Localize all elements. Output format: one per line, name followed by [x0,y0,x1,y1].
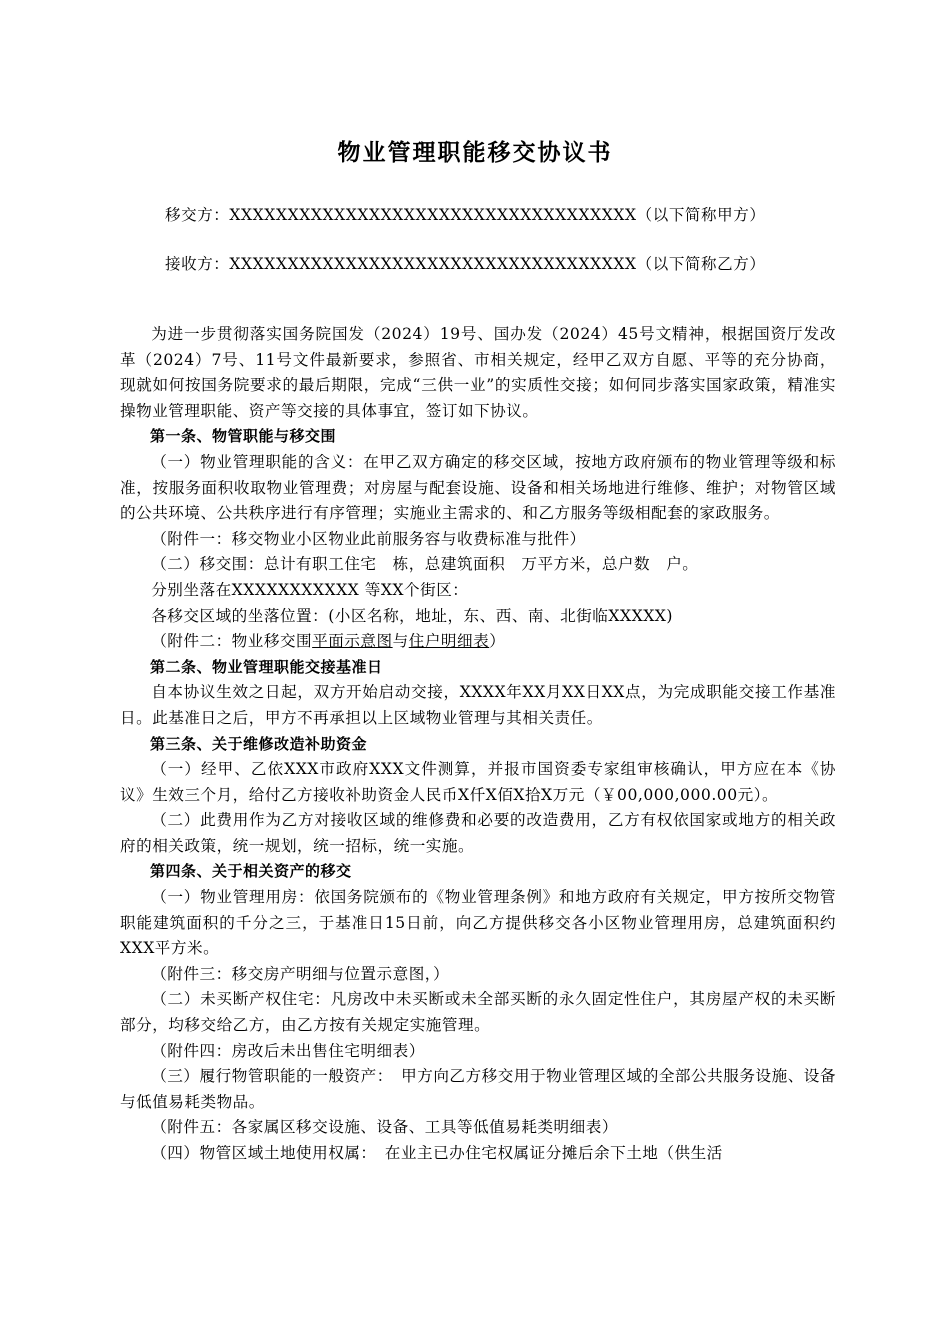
preamble-paragraph: 为进一步贯彻落实国务院国发（2024）19号、国办发（2024）45号文精神，根据国资厅发改革（2024）7号、11号文件最新要求，参照省、市相关规定，经甲乙双方自愿、平等的充分协商，现就如何按国务院要求的最后期限，完成“三供一业”的实质性交接；如何同步落实国家政策，精准实操物业管理职能、资产等交接的具体事宜，签订如下协议。 [120,325,836,420]
attachment-4-note: （附件四：房改后未出售住宅明细表） [151,1041,425,1060]
attachment-1-note: （附件一：移交物业小区物业此前服务容与收费标准与批件） [151,529,586,548]
article-3-paragraph-2: （二）此费用作为乙方对接收区域的维修费和必要的改造费用，乙方有权依国家或地方的相关政府的相关政策，统一规划，统一招标，统一实施。 [120,811,836,855]
attachment-2-text-a: （附件二：物业移交围 [151,632,313,651]
article-4-heading: 第四条、关于相关资产的移交 [150,862,352,881]
article-1-paragraph-3: 分别坐落在XXXXXXXXXXX 等XX个街区： [151,580,469,599]
attachment-2-text-c: 与 [392,632,409,651]
article-2-paragraph-1: 自本协议生效之日起，双方开始启动交接，XXXX年XX月XX日XX点，为完成职能交接工作基准日。此基准日之后，甲方不再承担以上区域物业管理与其相关责任。 [120,683,836,727]
document-title: 物业管理职能移交协议书 [337,140,613,166]
attachment-3-note: （附件三：移交房产明细与位置示意图，） [151,964,450,983]
article-1-heading: 第一条、物管职能与移交围 [150,427,337,446]
article-4-paragraph-3: （三）履行物管职能的一般资产： 甲方向乙方移交用于物业管理区域的全部公共服务设施、设备与低值易耗类物品。 [120,1067,836,1111]
article-2-heading: 第二条、物业管理职能交接基准日 [150,657,383,676]
article-4-paragraph-2: （二）未买断产权住宅：凡房改中未买断或未全部买断的永久固定性住户，其房屋产权的未买断部分，均移交给乙方，由乙方按有关规定实施管理。 [120,990,836,1035]
resident-list-link-text: 住户明细表 [408,632,490,651]
article-1-paragraph-1: （一）物业管理职能的含义：在甲乙双方确定的移交区域，按地方政府颁布的物业管理等级和标准，按服务面积收取物业管理费；对房屋与配套设施、设备和相关场地进行维修、维护；对物管区域的公共环境、公共秩序进行有序管理；实施业主需求的、和乙方服务等级相配套的家政服务。 [120,452,836,523]
document-body [120,322,836,1167]
article-4-paragraph-4: （四）物管区域土地使用权属： 在业主已办住宅权属证分摊后余下土地（供生活 [151,1144,723,1162]
article-1-paragraph-4: 各移交区域的坐落位置：(小区名称，地址，东、西、南、北街临XXXXX) [151,606,673,625]
article-4-paragraph-1: （一）物业管理用房：依国务院颁布的《物业管理条例》和地方政府有关规定，甲方按所交物管职能建筑面积的千分之三，于基准日15日前，向乙方提供移交各小区物业管理用房，总建筑面积约XXX平方米。 [120,888,836,958]
article-3-paragraph-1: （一）经甲、乙依XXX市政府XXX文件测算，并报市国资委专家组审核确认，甲方应在本《协议》生效三个月，给付乙方接收补助资金人民币X仟X佰X拾X万元（￥00,000,000.00元）。 [120,760,836,804]
receiver-line: 接收方：XXXXXXXXXXXXXXXXXXXXXXXXXXXXXXXXXXX（以下简称乙方） [165,255,766,273]
article-3-heading: 第三条、关于维修改造补助资金 [150,734,368,753]
article-1-paragraph-2: （二）移交围：总计有职工住宅 栋，总建筑面积 万平方米，总户数 户。 [151,555,699,574]
attachment-2-note [120,629,836,655]
transferor-line: 移交方：XXXXXXXXXXXXXXXXXXXXXXXXXXXXXXXXXXX（以下简称甲方） [165,206,766,224]
floor-plan-link-text: 平面示意图 [312,632,393,651]
attachment-2-text-e: ） [489,632,506,651]
attachment-5-note: （附件五：各家属区移交设施、设备、工具等低值易耗类明细表） [151,1118,618,1137]
